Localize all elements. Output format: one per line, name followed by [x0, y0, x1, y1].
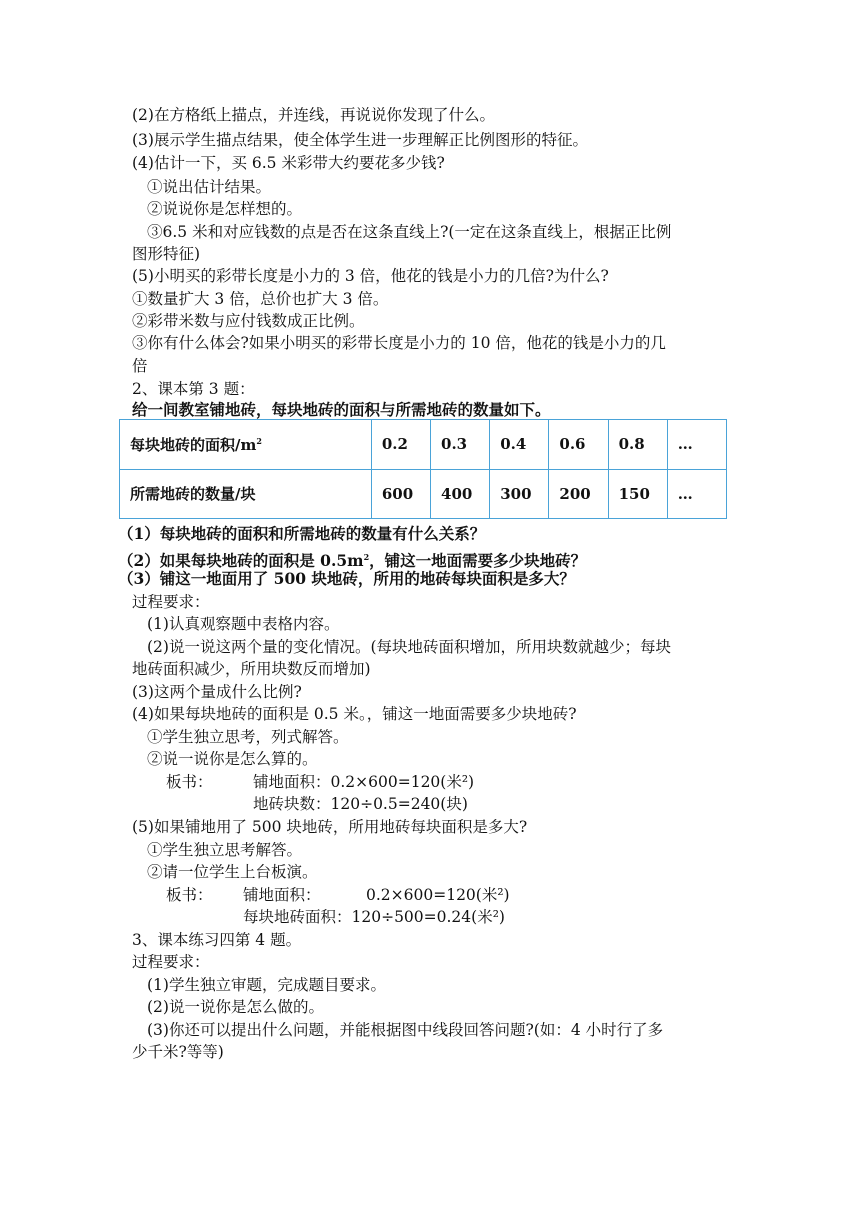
text-line: ①学生独立思考，列式解答。: [147, 728, 349, 746]
question-text: ，铺这一地面需要多少块地砖？: [369, 551, 587, 570]
table-cell: 600: [371, 469, 430, 519]
text-line: (4)如果每块地砖的面积是 0.5 米。，铺这一地面需要多少块地砖?: [132, 705, 577, 723]
superscript: 2: [256, 435, 262, 446]
question-line: （1）每块地砖的面积和所需地砖的数量有什么关系？: [118, 524, 486, 543]
text-line: 过程要求：: [132, 953, 210, 971]
text-line: (1)学生独立审题，完成题目要求。: [147, 976, 386, 994]
text-line: (3)展示学生描点结果，使全体学生进一步理解正比例图形的特征。: [132, 131, 588, 149]
question-line: （3）铺这一地面用了 500 块地砖，所用的地砖每块面积是多大？: [118, 569, 575, 588]
table-cell: 150: [608, 469, 667, 519]
blackboard-label: 板书：: [166, 773, 213, 791]
table-cell: 400: [431, 469, 490, 519]
table-cell: 0.8: [608, 420, 667, 470]
formula-line: 0.2×600=120(米²): [366, 886, 510, 904]
row-label: 每块地砖的面积/m: [130, 435, 257, 454]
text-line: 倍: [132, 357, 148, 375]
text-line: ②说说你是怎样想的。: [147, 200, 303, 218]
question-line: [118, 547, 586, 571]
text-line: (5)如果铺地用了 500 块地砖，所用地砖每块面积是多大?: [132, 818, 528, 836]
text-line: ①数量扩大 3 倍，总价也扩大 3 倍。: [132, 290, 389, 308]
superscript: 2: [363, 552, 370, 562]
text-line: ②说一说你是怎么算的。: [147, 750, 318, 768]
text-line: (3)这两个量成什么比例?: [132, 683, 302, 701]
table-cell: …: [667, 469, 726, 519]
text-line: 图形特征): [132, 245, 201, 263]
section-heading: 3、课本练习四第 4 题。: [132, 931, 302, 949]
text-line: (3)你还可以提出什么问题，并能根据图中线段回答问题?(如：4 小时行了多: [147, 1021, 664, 1039]
text-line: ②请一位学生上台板演。: [147, 863, 318, 881]
formula-label: 铺地面积：: [243, 886, 321, 904]
table-caption: 给一间教室铺地砖，每块地砖的面积与所需地砖的数量如下。: [132, 400, 551, 419]
text-line: (4)估计一下，买 6.5 米彩带大约要花多少钱?: [132, 154, 445, 172]
text-line: 少千米?等等): [132, 1043, 224, 1061]
table-cell: 0.2: [371, 420, 430, 470]
question-text: （2）如果每块地砖的面积是 0.5m: [118, 551, 364, 570]
text-line: (5)小明买的彩带长度是小力的 3 倍，他花的钱是小力的几倍?为什么?: [132, 267, 609, 285]
text-line: ①说出估计结果。: [147, 178, 272, 196]
text-line: (2)在方格纸上描点，并连线，再说说你发现了什么。: [132, 106, 495, 124]
blackboard-label: 板书：: [166, 886, 213, 904]
text-line: ③6.5 米和对应钱数的点是否在这条直线上?(一定在这条直线上，根据正比例: [147, 223, 672, 241]
formula-line: 每块地砖面积：120÷500=0.24(米²): [243, 908, 505, 926]
table-row: [120, 420, 727, 470]
text-line: 过程要求：: [132, 593, 210, 611]
text-line: (2)说一说你是怎么做的。: [147, 998, 324, 1016]
text-line: ①学生独立思考解答。: [147, 841, 303, 859]
text-line: (2)说一说这两个量的变化情况。(每块地砖面积增加，所用块数就越少；每块: [147, 638, 672, 656]
text-line: ③你有什么体会?如果小明买的彩带长度是小力的 10 倍，他花的钱是小力的几: [132, 334, 666, 352]
text-line: 地砖面积减少，所用块数反而增加): [132, 660, 371, 678]
table-cell: …: [667, 420, 726, 470]
table-row-header: [120, 420, 372, 470]
table-cell: 0.6: [549, 420, 608, 470]
text-line: ②彩带米数与应付钱数成正比例。: [132, 312, 365, 330]
table-cell: 0.4: [490, 420, 549, 470]
formula-line: 地砖块数：120÷0.5=240(块): [253, 795, 468, 813]
table-row-header: 所需地砖的数量/块: [120, 469, 372, 519]
table-cell: 300: [490, 469, 549, 519]
formula-line: 铺地面积：0.2×600=120(米²): [253, 773, 475, 791]
table-cell: 0.3: [431, 420, 490, 470]
table-cell: 200: [549, 469, 608, 519]
section-heading: 2、课本第 3 题：: [132, 380, 255, 398]
table-row: [120, 469, 727, 519]
text-line: (1)认真观察题中表格内容。: [147, 615, 340, 633]
tile-table: [119, 419, 727, 519]
